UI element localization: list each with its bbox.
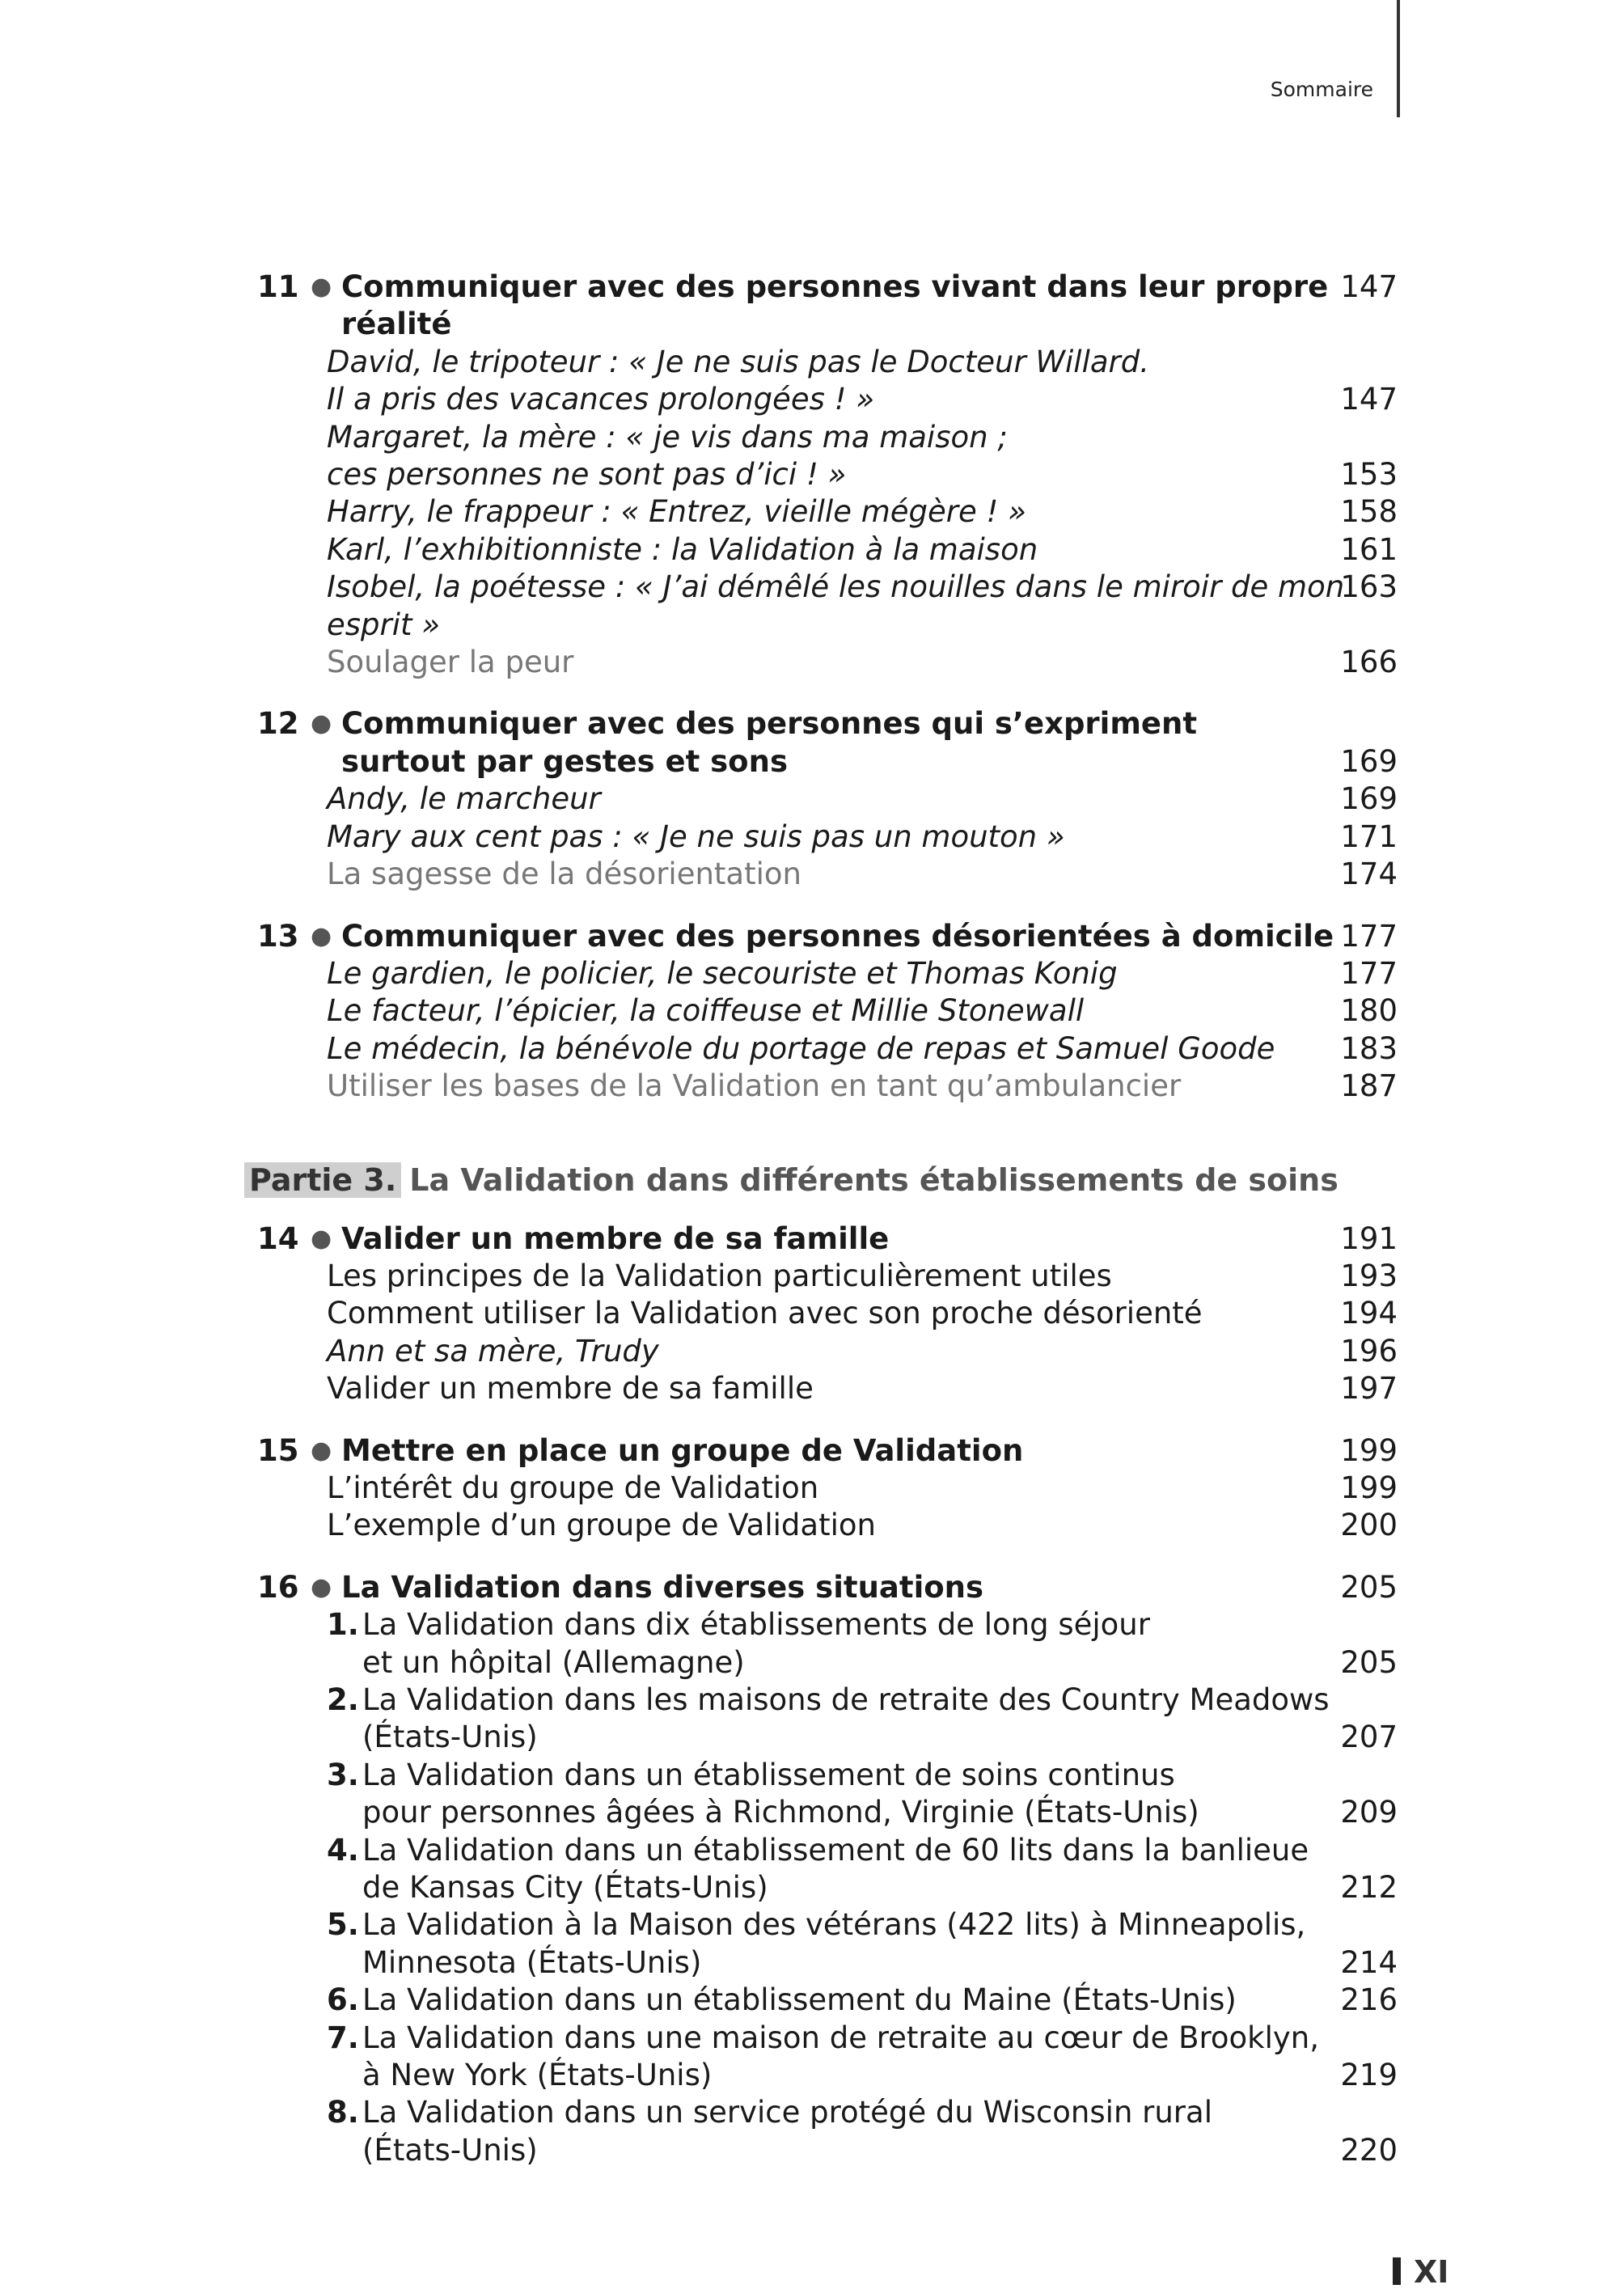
entry-number: 6. xyxy=(327,1982,359,2018)
numbered-entry xyxy=(257,1757,1398,1794)
toc-entry xyxy=(257,1030,1398,1068)
page-number: 212 xyxy=(1340,1870,1398,1906)
chapter-title-line xyxy=(257,269,1398,344)
page-number: 197 xyxy=(1340,1371,1398,1407)
page-number: 207 xyxy=(1340,1720,1398,1755)
chapter-number: 12 xyxy=(257,706,299,742)
numbered-entry xyxy=(257,2094,1398,2131)
entry-number: 3. xyxy=(327,1757,359,1792)
entry-text: L’intérêt du groupe de Validation xyxy=(327,1470,819,1505)
chapter-title: La Validation dans diverses situations xyxy=(341,1569,984,1605)
toc-entry xyxy=(257,531,1398,569)
entry-number: 1. xyxy=(327,1607,359,1643)
chapter-number: 16 xyxy=(257,1569,299,1605)
entry-text: Utiliser les bases de la Validation en tant qu’ambulancier xyxy=(327,1068,1182,1104)
page-number: 214 xyxy=(1340,1944,1398,1980)
numbered-entry xyxy=(257,2057,1398,2094)
entry-text: La Validation à la Maison des vétérans (422 lits) à Minneapolis, xyxy=(362,1907,1306,1943)
part-label: Partie 3. xyxy=(244,1162,401,1198)
toc-entry xyxy=(257,781,1398,818)
page-number: 199 xyxy=(1340,1470,1398,1505)
entry-text: Karl, l’exhibitionniste : la Validation à la maison xyxy=(327,531,1038,567)
page-number: 147 xyxy=(1340,382,1398,417)
toc-entry xyxy=(257,456,1398,493)
folio-number: XI xyxy=(1414,2254,1449,2290)
entry-text: La Validation dans les maisons de retraite des Country Meadows xyxy=(362,1682,1330,1717)
toc-chapter xyxy=(257,269,1398,681)
header-rule xyxy=(1397,0,1400,117)
toc-chapter xyxy=(257,705,1398,893)
entry-number: 7. xyxy=(327,2020,359,2055)
entry-text: Andy, le marcheur xyxy=(327,781,601,817)
page-number: 169 xyxy=(1340,781,1398,817)
page-number: 220 xyxy=(1340,2132,1398,2168)
page-number: 174 xyxy=(1340,857,1398,892)
numbered-entry xyxy=(257,1944,1398,1982)
page-number: 183 xyxy=(1340,1030,1398,1066)
chapter-number: 15 xyxy=(257,1432,299,1468)
entry-text: Harry, le frappeur : « Entrez, vieille mégère ! » xyxy=(327,494,1026,530)
toc-entry xyxy=(257,1507,1398,1544)
chapter-title: surtout par gestes et sons xyxy=(341,743,788,779)
page-number: 196 xyxy=(1340,1333,1398,1369)
page-number: 161 xyxy=(1340,531,1398,567)
toc-entry xyxy=(257,955,1398,992)
page-number: 200 xyxy=(1340,1508,1398,1543)
entry-text: (États-Unis) xyxy=(362,1720,538,1755)
page-number: 177 xyxy=(1340,918,1398,954)
chapter-title-line xyxy=(257,1432,1398,1470)
toc-chapter xyxy=(257,1432,1398,1545)
entry-text: Soulager la peur xyxy=(327,645,574,680)
toc-entry xyxy=(257,644,1398,681)
entry-number: 8. xyxy=(327,2095,359,2130)
page-number: 191 xyxy=(1340,1221,1398,1256)
bullet-icon: ● xyxy=(311,1436,332,1465)
numbered-entry xyxy=(257,1682,1398,1719)
toc-entry xyxy=(257,992,1398,1030)
numbered-entry xyxy=(257,2132,1398,2169)
bullet-icon: ● xyxy=(311,709,332,738)
numbered-entry xyxy=(257,1982,1398,2019)
chapter-title: Valider un membre de sa famille xyxy=(341,1221,890,1256)
entry-text: Les principes de la Validation particulièrement utiles xyxy=(327,1258,1112,1293)
toc-entry xyxy=(257,493,1398,531)
numbered-entry xyxy=(257,1832,1398,1869)
running-head: Sommaire xyxy=(1270,78,1373,101)
chapter-title-line xyxy=(257,705,1398,742)
numbered-entry xyxy=(257,1606,1398,1644)
page-number: 199 xyxy=(1340,1432,1398,1468)
entry-text: Minnesota (États-Unis) xyxy=(362,1944,702,1980)
entry-text: Le gardien, le policier, le secouriste et Thomas Konig xyxy=(327,955,1118,991)
chapter-title: Communiquer avec des personnes vivant dans leur propre réalité xyxy=(341,269,1329,342)
toc-entry xyxy=(257,1068,1398,1105)
entry-text: Comment utiliser la Validation avec son proche désorienté xyxy=(327,1296,1203,1331)
entry-text: Margaret, la mère : « je vis dans ma maison ; xyxy=(327,419,1008,455)
entry-number: 4. xyxy=(327,1832,359,1868)
entry-text: et un hôpital (Allemagne) xyxy=(362,1644,745,1680)
entry-text: La Validation dans un établissement de 60 lits dans la banlieue xyxy=(362,1832,1309,1868)
page-folio xyxy=(1393,2254,1448,2290)
toc-entry xyxy=(257,1470,1398,1507)
bullet-icon: ● xyxy=(311,921,332,950)
chapter-title: Communiquer avec des personnes désorientées à domicile xyxy=(341,918,1334,954)
bullet-icon: ● xyxy=(311,273,332,301)
toc-entry xyxy=(257,419,1398,456)
chapter-title: Communiquer avec des personnes qui s’expriment xyxy=(341,706,1198,742)
entry-text: David, le tripoteur : « Je ne suis pas le Docteur Willard. xyxy=(327,344,1149,379)
toc-entry xyxy=(257,819,1398,856)
toc-entry xyxy=(257,381,1398,418)
page-number: 171 xyxy=(1340,819,1398,854)
page-number: 194 xyxy=(1340,1296,1398,1331)
page-number: 158 xyxy=(1340,494,1398,530)
chapter-number: 11 xyxy=(257,269,299,304)
page-number: 163 xyxy=(1340,569,1398,605)
page-number: 209 xyxy=(1340,1795,1398,1830)
entry-text: Ann et sa mère, Trudy xyxy=(327,1333,659,1369)
entry-text: La Validation dans un établissement de soins continus xyxy=(362,1757,1175,1792)
page-number: 219 xyxy=(1340,2058,1398,2093)
entry-text: L’exemple d’un groupe de Validation xyxy=(327,1508,876,1543)
entry-text: de Kansas City (États-Unis) xyxy=(362,1870,768,1906)
chapter-title-line xyxy=(257,918,1398,955)
chapter-title-line xyxy=(257,1221,1398,1258)
entry-text: Le facteur, l’épicier, la coiffeuse et Millie Stonewall xyxy=(327,993,1085,1029)
entry-number: 5. xyxy=(327,1907,359,1943)
entry-text: La Validation dans un service protégé du Wisconsin rural xyxy=(362,2095,1212,2130)
entry-text: Le médecin, la bénévole du portage de repas et Samuel Goode xyxy=(327,1030,1275,1066)
part-title: La Validation dans différents établissements de soins xyxy=(409,1161,1339,1198)
folio-bar xyxy=(1393,2257,1401,2285)
toc-entry xyxy=(257,1333,1398,1370)
toc-chapter xyxy=(257,1569,1398,2170)
entry-text: ces personnes ne sont pas d’ici ! » xyxy=(327,457,847,493)
page-number: 193 xyxy=(1340,1258,1398,1293)
numbered-entry xyxy=(257,1906,1398,1944)
entry-text: Il a pris des vacances prolongées ! » xyxy=(327,382,875,417)
entry-text: La sagesse de la désorientation xyxy=(327,857,801,892)
entry-text: Isobel, la poétesse : « J’ai démêlé les nouilles dans le miroir de mon esprit » xyxy=(327,569,1345,642)
entry-text: La Validation dans une maison de retraite au cœur de Brooklyn, xyxy=(362,2020,1319,2055)
page-number: 169 xyxy=(1340,743,1398,779)
chapter-title-line xyxy=(257,1569,1398,1606)
page-number: 205 xyxy=(1340,1644,1398,1680)
page-number: 166 xyxy=(1340,645,1398,680)
chapter-number: 13 xyxy=(257,918,299,954)
toc-entry xyxy=(257,569,1398,644)
chapter-title: Mettre en place un groupe de Validation xyxy=(341,1432,1024,1468)
toc-entry xyxy=(257,1370,1398,1407)
page-number: 177 xyxy=(1340,955,1398,991)
table-of-contents xyxy=(249,269,1398,2169)
page-number: 187 xyxy=(1340,1068,1398,1104)
entry-text: La Validation dans dix établissements de long séjour xyxy=(362,1607,1150,1643)
part-heading xyxy=(249,1161,1398,1199)
entry-text: à New York (États-Unis) xyxy=(362,2058,713,2093)
page-number: 216 xyxy=(1340,1982,1398,2018)
numbered-entry xyxy=(257,1869,1398,1906)
entry-number: 2. xyxy=(327,1682,359,1717)
entry-text: Valider un membre de sa famille xyxy=(327,1371,814,1407)
bullet-icon: ● xyxy=(311,1572,332,1601)
numbered-entry xyxy=(257,2020,1398,2057)
page-number: 180 xyxy=(1340,993,1398,1029)
toc-entry xyxy=(257,1258,1398,1295)
numbered-entry xyxy=(257,1719,1398,1756)
chapter-title-line xyxy=(257,743,1398,781)
toc-entry xyxy=(257,856,1398,893)
page-number: 147 xyxy=(1340,269,1398,304)
toc-chapter xyxy=(257,918,1398,1106)
numbered-entry xyxy=(257,1794,1398,1831)
chapter-number: 14 xyxy=(257,1221,299,1256)
page-number: 205 xyxy=(1340,1569,1398,1605)
page-number: 153 xyxy=(1340,457,1398,493)
numbered-entry xyxy=(257,1644,1398,1682)
toc-entry xyxy=(257,344,1398,381)
entry-text: Mary aux cent pas : « Je ne suis pas un mouton » xyxy=(327,819,1065,854)
entry-text: La Validation dans un établissement du Maine (États-Unis) xyxy=(362,1982,1237,2018)
toc-entry xyxy=(257,1295,1398,1332)
bullet-icon: ● xyxy=(311,1224,332,1253)
entry-text: pour personnes âgées à Richmond, Virginie (États-Unis) xyxy=(362,1795,1199,1830)
entry-text: (États-Unis) xyxy=(362,2132,538,2168)
toc-chapter xyxy=(257,1221,1398,1408)
